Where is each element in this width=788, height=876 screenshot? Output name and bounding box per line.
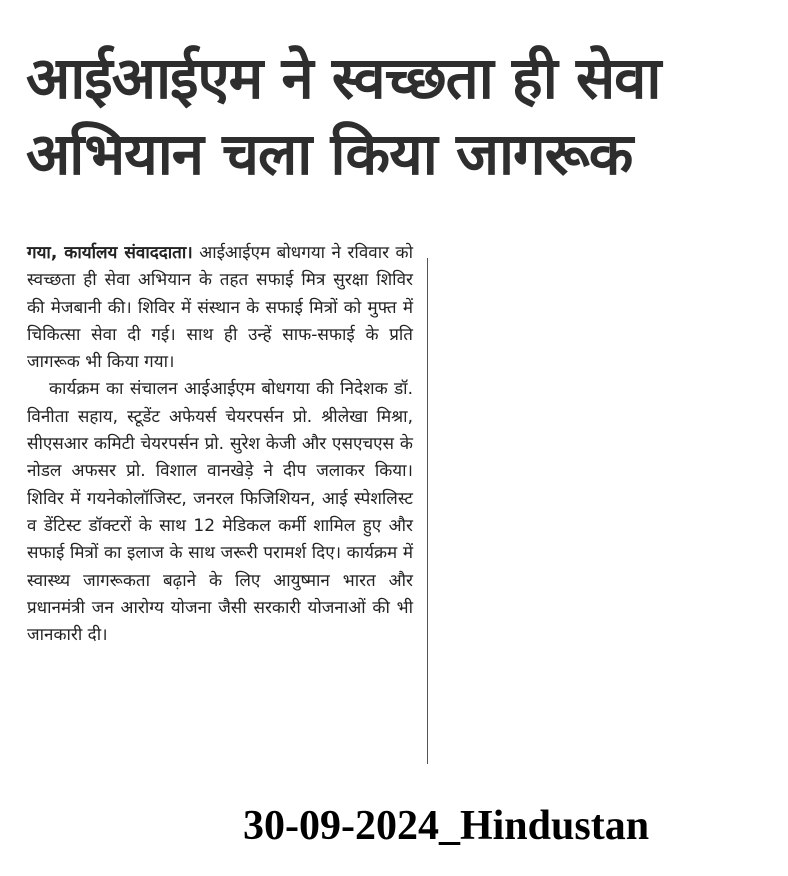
headline-line-1: आईआईएम ने स्वच्छता ही सेवा <box>26 44 661 112</box>
dateline: गया, कार्यालय संवाददाता। <box>27 243 193 263</box>
source-label: 30-09-2024_Hindustan <box>243 803 650 849</box>
article-paragraph-2: कार्यक्रम का संचालन आईआईएम बोधगया की निदेशक डॉ. विनीता सहाय, स्टूडेंट अफेयर्स चेयरपर्सन प्रो. श्रीलेखा मिश्रा, सीएसआर कमिटी चेयरपर्सन प्रो. सुरेश केजी और एसएचएस के नोडल अफसर प्रो. विशाल वानखेड़े ने दीप जलाकर किया। शिविर में गयनेकोलॉजिस्ट, जनरल फिजिशियन, आई स्पेशलिस्ट व डेंटिस्ट डॉक्टरों के साथ 12 मेडिकल कर्मी शामिल हुए और सफाई मित्रों का इलाज के साथ जरूरी परामर्श दिए। कार्यक्रम में स्वास्थ्य जागरूकता बढ़ाने के लिए आयुष्मान भारत और प्रधानमंत्री जन आरोग्य योजना जैसी सरकारी योजनाओं की भी जानकारी दी। <box>27 379 413 646</box>
column-divider <box>427 258 428 764</box>
article-paragraph-1 <box>27 240 413 376</box>
headline <box>26 40 776 192</box>
paragraph-1-text: आईआईएम बोधगया ने रविवार को स्वच्छता ही सेवा अभियान के तहत सफाई मित्र सुरक्षा शिविर की मेजबानी की। शिविर में संस्थान के सफाई मित्रों को मुफ्त में चिकित्सा सेवा दी गई। साथ ही उन्हें साफ-सफाई के प्रति जागरूक भी किया गया। <box>27 243 414 373</box>
article-body <box>27 240 413 649</box>
headline-line-2: अभियान चला किया जागरूक <box>26 120 633 188</box>
